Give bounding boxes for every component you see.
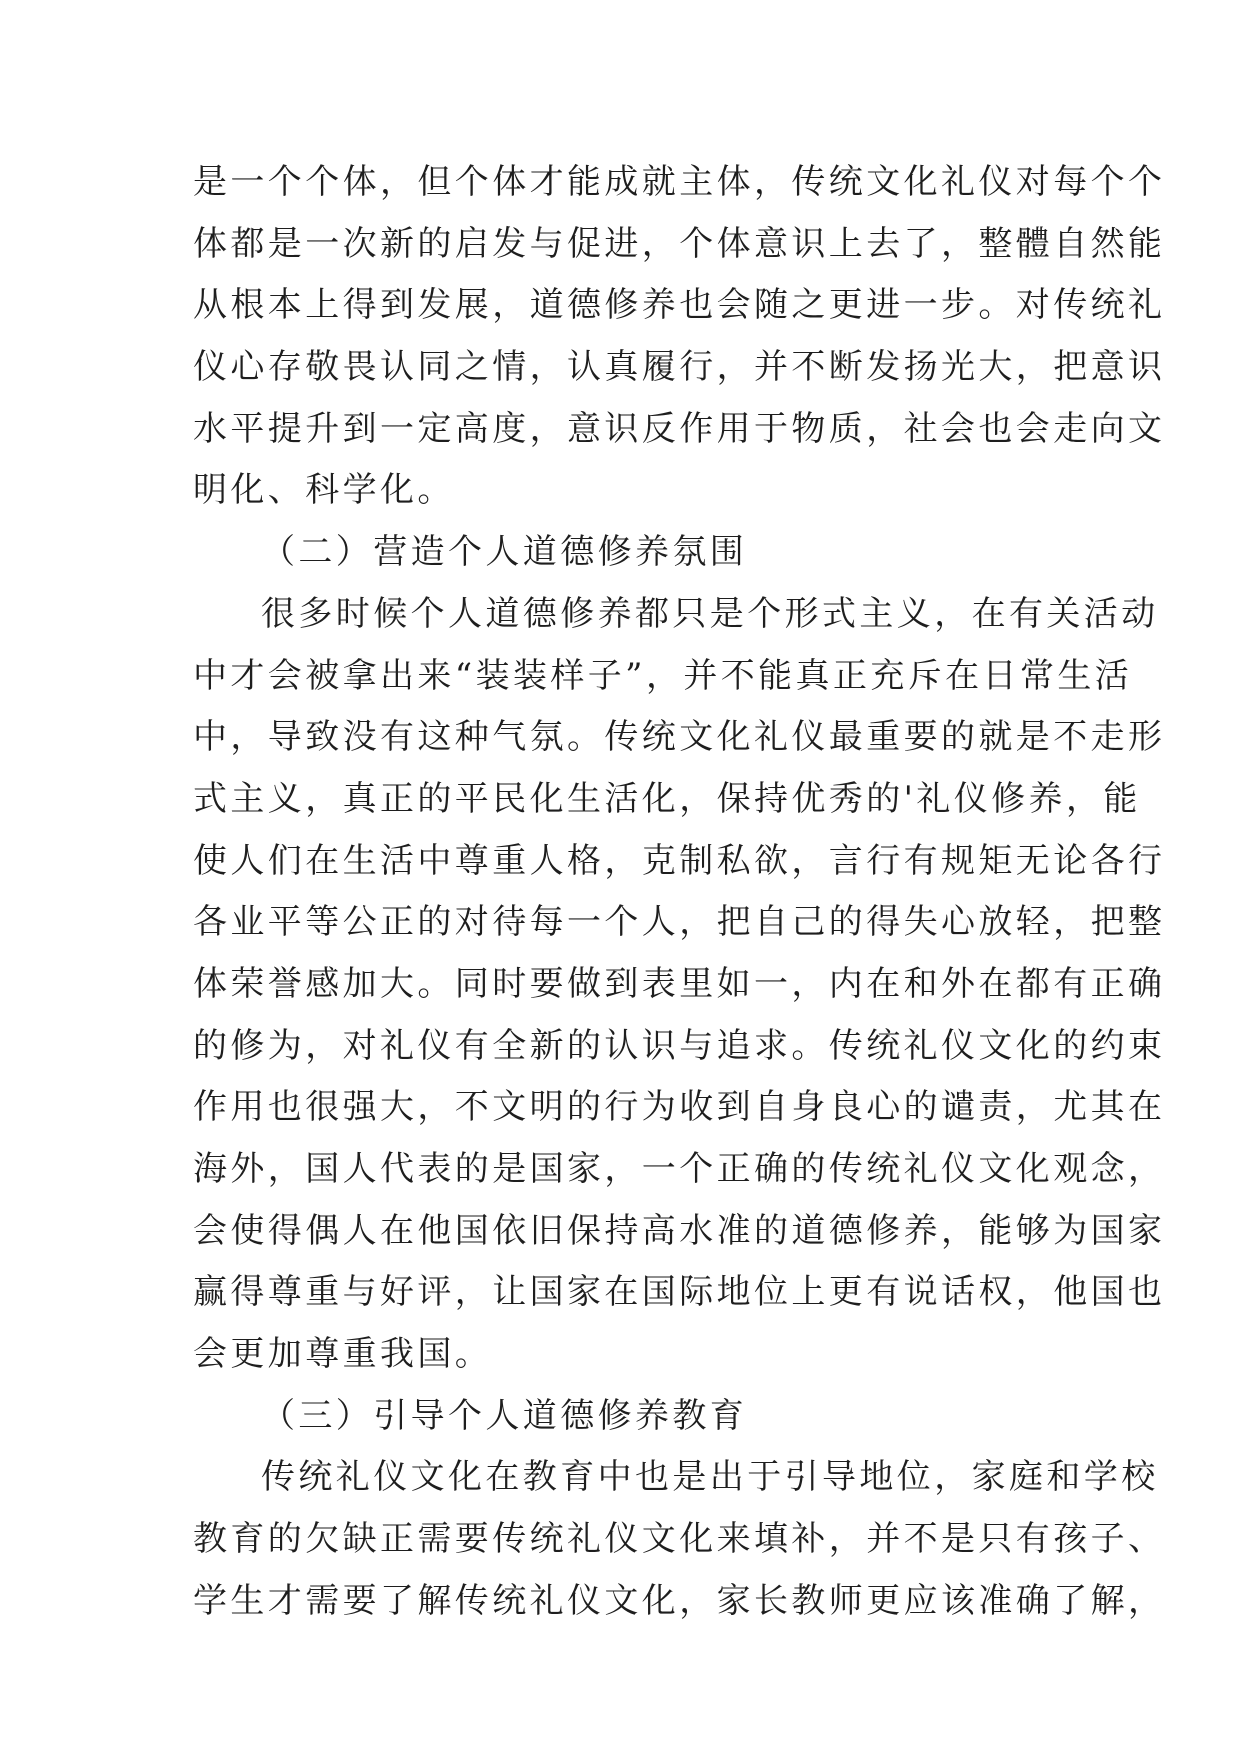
paragraph-first-line: 很多时候个人道德修养都只是个形式主义，在有关活动 [261,593,1159,634]
text-line: 是一个个体，但个体才能成就主体，传统文化礼仪对每个个 [193,162,1166,202]
section-heading: （三）引导个人道德修养教育 [261,1395,748,1436]
text-line: 中，导致没有这种气氛。传统文化礼仪最重要的就是不走形 [193,717,1166,758]
text-line: 教育的欠缺正需要传统礼仪文化来填补，并不是只有孩子、 [193,1519,1166,1560]
text-line: 明化、科学化。 [193,470,455,511]
section-heading: （二）营造个人道德修养氛围 [261,532,748,573]
text-line: 体都是一次新的启发与促进，个体意识上去了，整體自然能 [193,223,1166,264]
text-line: 的修为，对礼仪有全新的认识与追求。传统礼仪文化的约束 [193,1025,1166,1066]
text-line: 海外，国人代表的是国家，一个正确的传统礼仪文化观念， [193,1149,1166,1189]
text-line: 会更加尊重我国。 [193,1334,493,1375]
text-line: 各业平等公正的对待每一个人，把自己的得失心放轻，把整 [193,902,1166,943]
text-line: 赢得尊重与好评，让国家在国际地位上更有说话权，他国也 [193,1272,1166,1313]
text-line: 体荣誉感加大。同时要做到表里如一，内在和外在都有正确 [193,963,1166,1004]
paragraph-first-line: 传统礼仪文化在教育中也是出于引导地位，家庭和学校 [261,1457,1159,1498]
text-line: 会使得偶人在他国依旧保持高水准的道德修养，能够为国家 [193,1210,1166,1251]
text-line: 式主义，真正的平民化生活化，保持优秀的'礼仪修养，能 [193,778,1141,819]
text-line: 从根本上得到发展，道德修养也会随之更进一步。对传统礼 [193,285,1166,326]
text-line: 水平提升到一定高度，意识反作用于物质，社会也会走向文 [193,408,1166,449]
text-line: 使人们在生活中尊重人格，克制私欲，言行有规矩无论各行 [193,840,1166,881]
document-body [193,152,1166,1633]
text-line: 学生才需要了解传统礼仪文化，家长教师更应该准确了解， [193,1580,1166,1621]
text-line: 中才会被拿出来“装装样子”，并不能真正充斥在日常生活 [193,655,1133,696]
text-line: 作用也很强大，不文明的行为收到自身良心的谴责，尤其在 [193,1087,1166,1128]
text-line: 仪心存敬畏认同之情，认真履行，并不断发扬光大，把意识 [193,347,1166,388]
